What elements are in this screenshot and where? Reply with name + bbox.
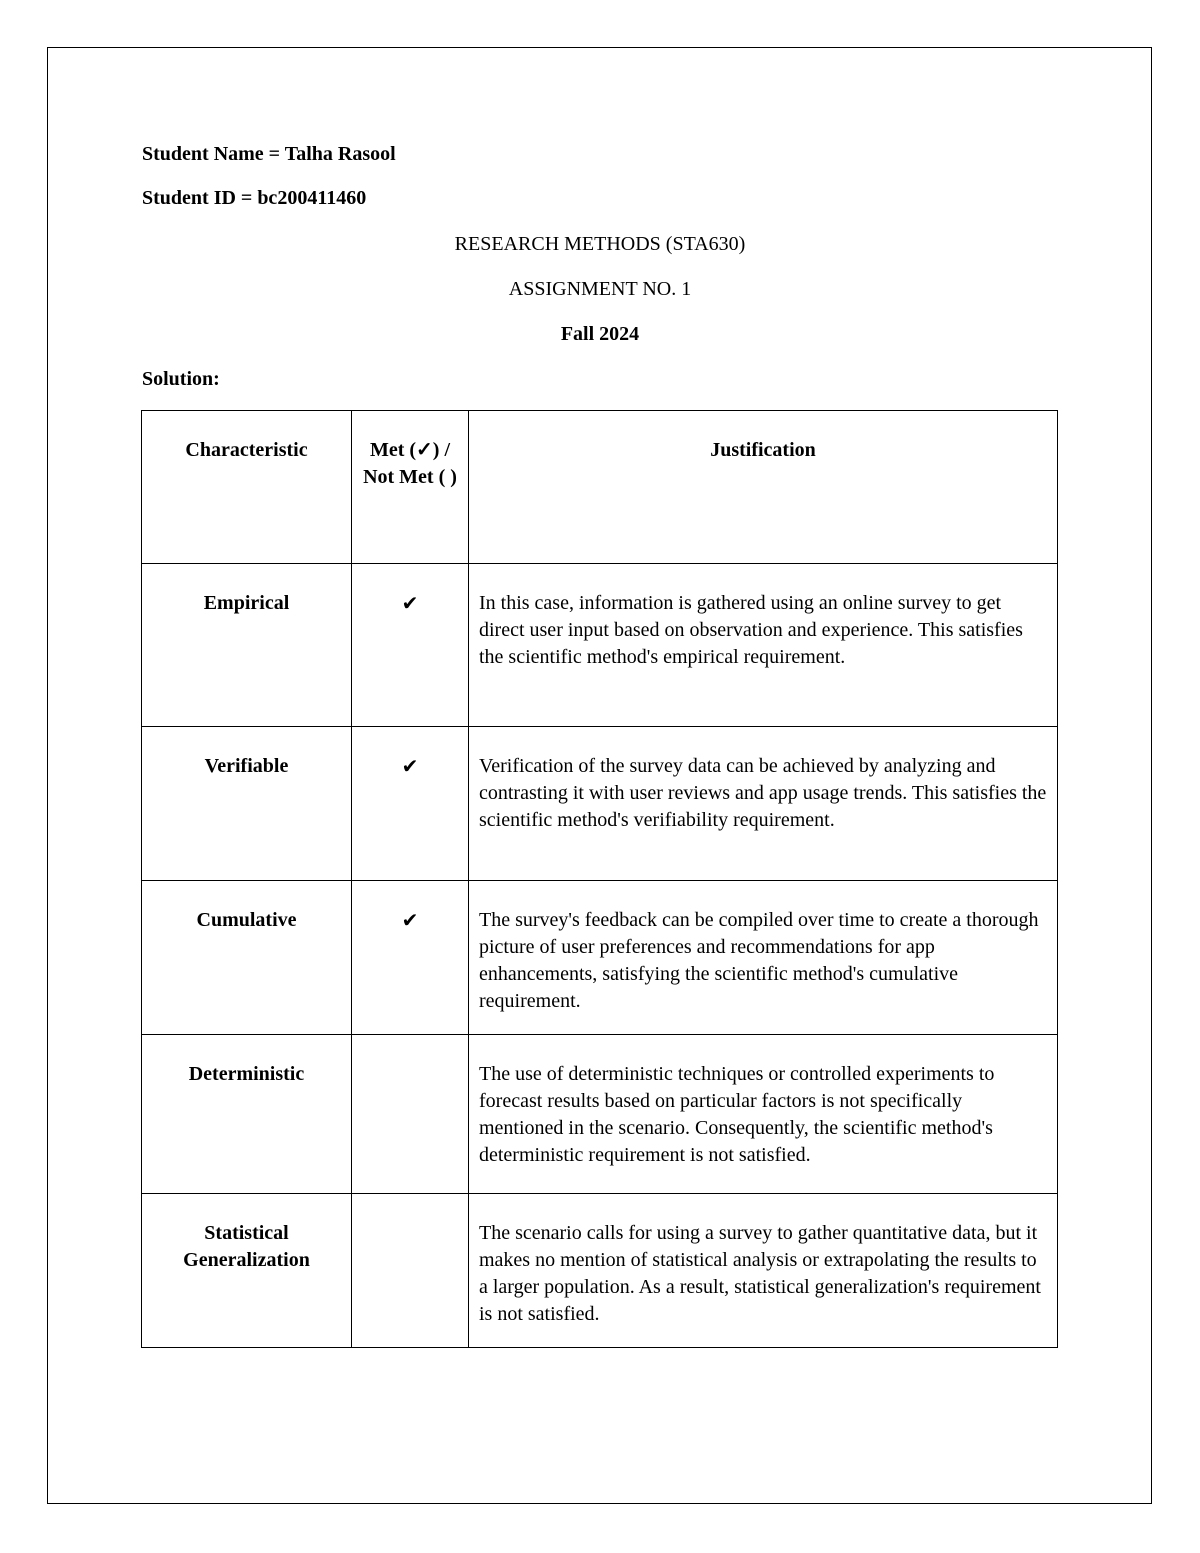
assignment-number: ASSIGNMENT NO. 1 (508, 278, 692, 300)
table-header-row (142, 411, 1058, 564)
table-row (142, 727, 1058, 881)
check-icon: ✔ (352, 564, 469, 727)
row-met-empty (352, 1194, 469, 1348)
row-justification: Verification of the survey data can be achieved by analyzing and contrasting it with user reviews and app usage trends. This satisfies the scientific method's verifiability requirement. (469, 727, 1058, 881)
student-name: Student Name = Talha Rasool (142, 143, 396, 165)
term: Fall 2024 (560, 323, 640, 345)
row-characteristic: Verifiable (142, 727, 352, 881)
row-justification: The scenario calls for using a survey to gather quantitative data, but it makes no mention of statistical analysis or extrapolating the results to a larger population. As a result, statistical generalization's requirement is not satisfied. (469, 1194, 1058, 1348)
header-characteristic: Characteristic (142, 411, 352, 564)
row-characteristic: Cumulative (142, 881, 352, 1035)
check-icon: ✔ (352, 881, 469, 1035)
row-characteristic: Deterministic (142, 1035, 352, 1194)
row-characteristic: Statistical Generalization (142, 1194, 352, 1348)
header-met: Met (✓) / Not Met ( ) (352, 411, 469, 564)
table-row (142, 564, 1058, 727)
header-justification: Justification (469, 411, 1058, 564)
row-justification: The use of deterministic techniques or controlled experiments to forecast results based on particular factors is not specifically mentioned in the scenario. Consequently, the scientific method's deterministic requirement is not satisfied. (469, 1035, 1058, 1194)
row-characteristic: Empirical (142, 564, 352, 727)
characteristics-table (141, 410, 1058, 1348)
solution-label: Solution: (142, 368, 220, 390)
student-id: Student ID = bc200411460 (142, 187, 367, 209)
row-justification: In this case, information is gathered using an online survey to get direct user input based on observation and experience. This satisfies the scientific method's empirical requirement. (469, 564, 1058, 727)
table-row (142, 1194, 1058, 1348)
course-title: RESEARCH METHODS (STA630) (454, 233, 746, 255)
row-justification: The survey's feedback can be compiled over time to create a thorough picture of user preferences and recommendations for app enhancements, satisfying the scientific method's cumulative requirement. (469, 881, 1058, 1035)
table-row (142, 1035, 1058, 1194)
check-icon: ✔ (352, 727, 469, 881)
row-met-empty (352, 1035, 469, 1194)
table-row (142, 881, 1058, 1035)
